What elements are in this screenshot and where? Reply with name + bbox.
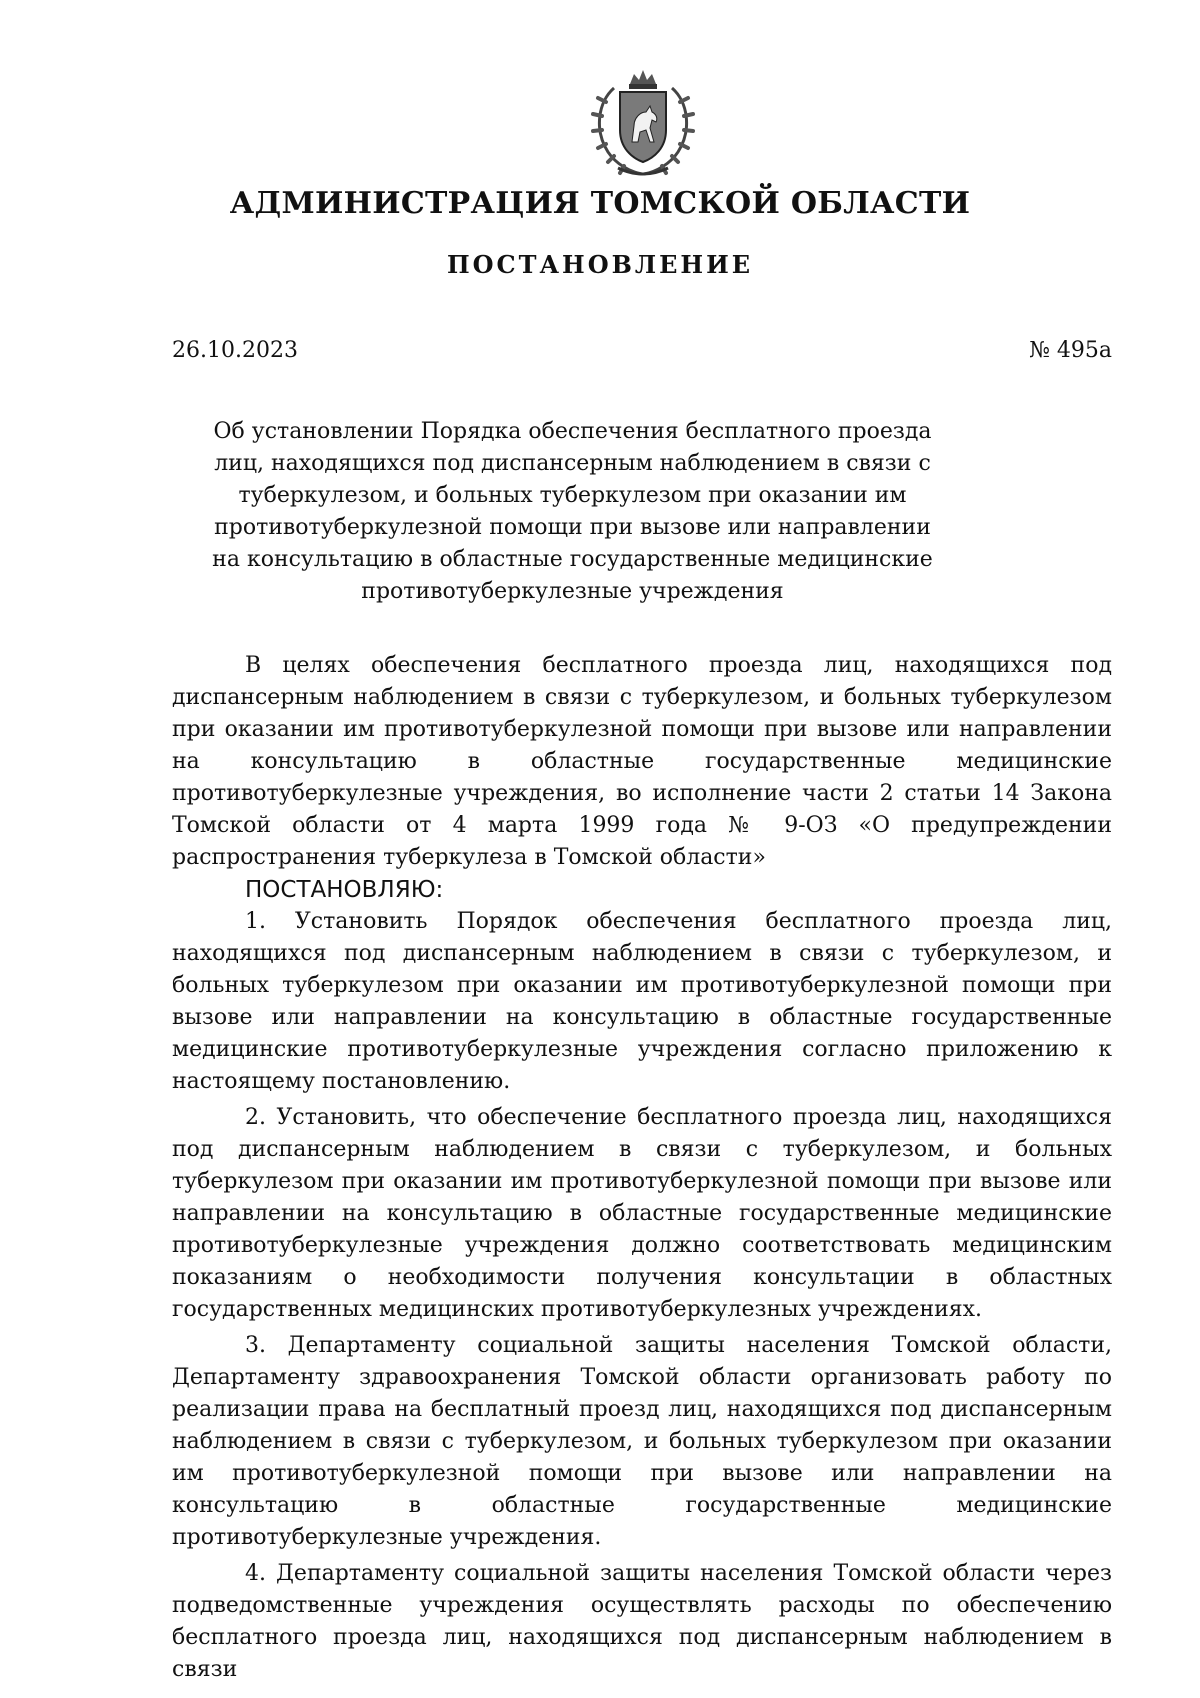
list-item: 2. Установить, что обеспечение бесплатного проезда лиц, находящихся под диспансерным наблюдением в связи с туберкулезом, и больных туберкулезом при оказании им противотуберкулезной помощи при вызове или направлении на консультацию в областные государственные медицинские противотуберкулезные учреждения должно соответствовать медицинским показаниям о необходимости получения консультации в областных государственных медицинских противотуберкулезных учреждениях.	[172, 1105, 1112, 1322]
preamble-paragraph: В целях обеспечения бесплатного проезда лиц, находящихся под диспансерным наблюдением в связи с туберкулезом, и больных туберкулезом при оказании им противотуберкулезной помощи при вызове или направлении на консультацию в областные государственные медицинские противотуберкулезные учреждения, во исполнение части 2 статьи 14 Закона Томской области от 4 марта 1999 года № 9-ОЗ «О предупреждении распространения туберкулеза в Томской области»	[172, 653, 1112, 870]
document-date: 26.10.2023	[172, 338, 298, 363]
list-item: 1. Установить Порядок обеспечения бесплатного проезда лиц, находящихся под диспансерным наблюдением в связи с туберкулезом, и больных туберкулезом при оказании им противотуберкулезной помощи при вызове или направлении на консультацию в областные государственные медицинские противотуберкулезные учреждения согласно приложению к настоящему постановлению.	[172, 909, 1112, 1094]
list-item: 3. Департаменту социальной защиты населения Томской области, Департаменту здравоохранения Томской области организовать работу по реализации права на бесплатный проезд лиц, находящихся под диспансерным наблюдением в связи с туберкулезом, и больных туберкулезом при оказании им противотуберкулезной помощи при вызове или направлении на консультацию в областные государственные медицинские противотуберкулезные учреждения.	[172, 1333, 1112, 1550]
document-subject: Об установлении Порядка обеспечения бесплатного проезда лиц, находящихся под диспансерным наблюдением в связи с туберкулезом, и больных туберкулезом при оказании им противотуберкулезной помощи при вызове или направлении на консультацию в областные государственные медицинские противотуберкулезные учреждения	[212, 419, 933, 604]
document-body	[172, 650, 1112, 1686]
list-item: 4. Департаменту социальной защиты населения Томской области через подведомственные учреждения осуществлять расходы по обеспечению бесплатного проезда лиц, находящихся под диспансерным наблюдением в связи	[172, 1561, 1112, 1682]
tomsk-coat-of-arms-icon	[584, 68, 702, 180]
document-type: ПОСТАНОВЛЕНИЕ	[446, 250, 754, 279]
organization-title: АДМИНИСТРАЦИЯ ТОМСКОЙ ОБЛАСТИ	[229, 186, 971, 221]
decree-word: ПОСТАНОВЛЯЮ:	[245, 877, 444, 903]
document-number: № 495а	[1029, 338, 1112, 363]
